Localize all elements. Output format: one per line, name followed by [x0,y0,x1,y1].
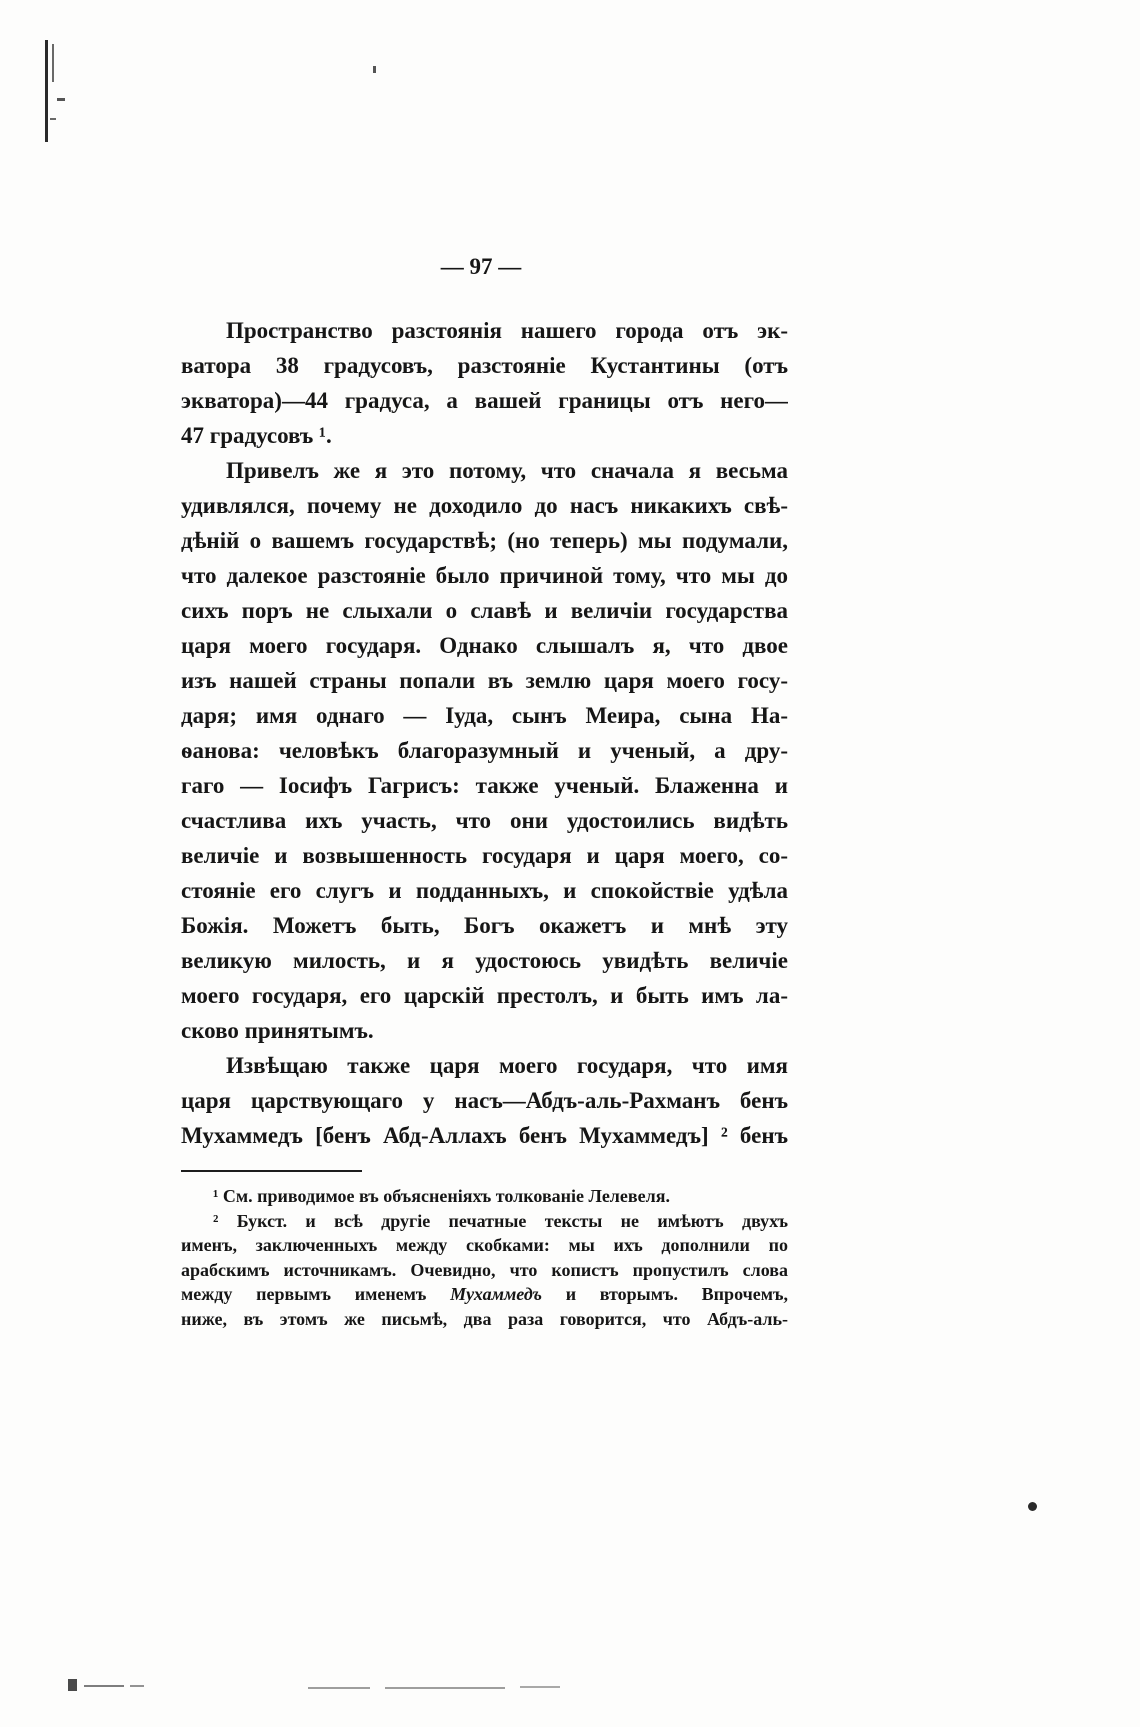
footnote-1 [181,1184,788,1209]
footnote-italic-name: Мухаммедъ [450,1284,543,1305]
text-line: великую милость, и я удостоюсь увидѣть величіе [181,948,788,973]
text-line: Извѣщаю также царя моего государя, что имя [226,1053,788,1078]
footnote-text: и вторымъ. Впрочемъ, [542,1284,788,1305]
text-line: гаго — Іосифъ Гагрисъ: также ученый. Блаженна и [181,773,788,798]
text-line: дѣній о вашемъ государствѣ; (но теперь) мы подумали, [181,528,788,553]
text-line: царя моего государя. Однако слышалъ я, что двое [181,633,788,658]
scan-artifact [68,1679,77,1691]
text-line: Пространство разстоянія нашего города отъ эк- [226,318,788,343]
main-text [181,313,788,1153]
paragraph-1 [181,313,788,453]
scan-artifact [52,44,54,82]
text-line: экватора)—44 градуса, а вашей границы отъ него— [181,388,788,413]
text-line: Привелъ же я это потому, что сначала я весьма [226,458,788,483]
text-line: ѳанова: человѣкъ благоразумный и ученый, а дру- [181,738,788,763]
scan-artifact [385,1687,505,1689]
text-line: даря; имя однаго — Іуда, сынъ Меира, сына На- [181,703,788,728]
footnote-line: ¹ См. приводимое въ объясненіяхъ толкованіе Лелевеля. [213,1186,670,1206]
text-line: величіе и возвышенность государя и царя моего, со- [181,843,788,868]
scan-artifact [308,1687,370,1689]
scan-artifact [57,98,65,101]
text-line: что далекое разстояніе было причиной тому, что мы до [181,563,788,588]
footnote-line: арабскимъ источникамъ. Очевидно, что копистъ пропустилъ слова [181,1259,788,1280]
footnote-rule [181,1170,362,1172]
footnote-line: ниже, въ этомъ же письмѣ, два раза говорится, что Абдъ-аль- [181,1308,788,1329]
footnote-line [181,1282,788,1307]
text-line: ватора 38 градусовъ, разстояніе Кустантины (отъ [181,353,788,378]
text-line: Божія. Можетъ быть, Богъ окажетъ и мнѣ эту [181,913,788,938]
footnote-2 [181,1209,788,1332]
paragraph-3 [181,1048,788,1153]
text-line: моего государя, его царскій престолъ, и быть имъ ла- [181,983,788,1008]
text-line: царя царствующаго у насъ—Абдъ-аль-Рахманъ бенъ [181,1088,788,1113]
paragraph-2 [181,453,788,1048]
scan-artifact [50,118,56,120]
scan-artifact [84,1685,124,1687]
text-line: Мухаммедъ [бенъ Абд-Аллахъ бенъ Мухаммедъ] ² бенъ [181,1123,788,1148]
footnotes [181,1184,788,1332]
scan-artifact [1028,1502,1037,1511]
text-line: счастлива ихъ участь, что они удостоились видѣть [181,808,788,833]
text-line: сково принятымъ. [181,1018,374,1043]
text-line: 47 градусовъ ¹. [181,423,332,448]
footnote-line: именъ, заключенныхъ между скобками: мы ихъ дополнили по [181,1235,788,1256]
footnote-line: ² Букст. и всѣ другіе печатные тексты не имѣютъ двухъ [213,1210,788,1231]
scan-artifact [373,66,376,73]
scan-artifact [520,1686,560,1688]
footnote-text: между первымъ именемъ [181,1284,451,1305]
scan-artifact [130,1685,144,1687]
text-line: сихъ поръ не слыхали о славѣ и величіи государства [181,598,788,623]
scan-artifact [45,40,48,142]
text-line: изъ нашей страны попали въ землю царя моего госу- [181,668,788,693]
page-number: — 97 — [440,254,522,279]
text-line: стояніе его слугъ и подданныхъ, и спокойствіе удѣла [181,878,788,903]
text-line: удивлялся, почему не доходило до насъ никакихъ свѣ- [181,493,788,518]
